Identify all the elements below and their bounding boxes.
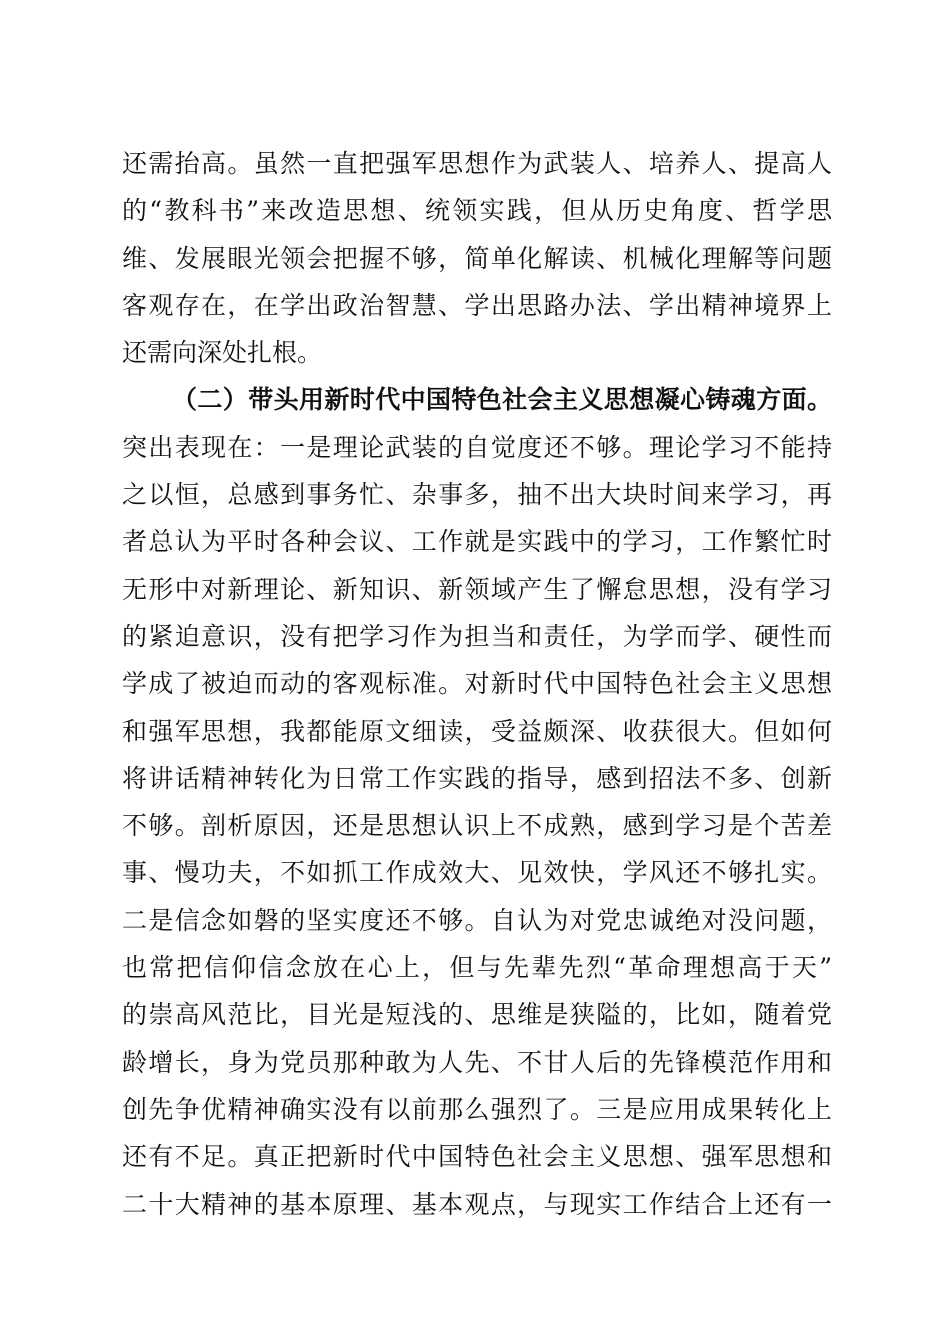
text-line-7: 突出表现在：一是理论武装的自觉度还不够。理论学习不能持 (122, 432, 832, 462)
text-line-9: 者总认为平时各种会议、工作就是实践中的学习，工作繁忙时 (122, 527, 832, 557)
text-line-18: 也常把信仰信念放在心上，但与先辈先烈“革命理想高于天” (122, 953, 832, 983)
text-line-20: 龄增长，身为党员那种敢为人先、不甘人后的先锋模范作用和 (122, 1047, 832, 1077)
text-line-10: 无形中对新理论、新知识、新领域产生了懈怠思想，没有学习 (122, 574, 832, 604)
text-line-15: 不够。剖析原因，还是思想认识上不成熟，感到学习是个苦差 (122, 811, 832, 841)
text-line-22: 还有不足。真正把新时代中国特色社会主义思想、强军思想和 (122, 1142, 832, 1172)
text-line-21: 创先争优精神确实没有以前那么强烈了。三是应用成果转化上 (122, 1094, 832, 1124)
text-line-17: 二是信念如磐的坚实度还不够。自认为对党忠诚绝对没问题， (122, 905, 832, 935)
text-line-4: 客观存在，在学出政治智慧、学出思路办法、学出精神境界上 (122, 290, 832, 320)
text-line-13: 和强军思想，我都能原文细读，受益颇深、收获很大。但如何 (122, 716, 832, 746)
text-line-19: 的崇高风范比，目光是短浅的、思维是狭隘的，比如，随着党 (122, 1000, 832, 1030)
text-line-1: 还需抬高。虽然一直把强军思想作为武装人、培养人、提高人 (122, 149, 832, 178)
section-heading: （二）带头用新时代中国特色社会主义思想凝心铸魂方面。 (172, 385, 832, 415)
text-line-5: 还需向深处扎根。 (122, 338, 323, 368)
text-line-23: 二十大精神的基本原理、基本观点，与现实工作结合上还有一 (122, 1189, 832, 1219)
text-line-16: 事、慢功夫，不如抓工作成效大、见效快，学风还不够扎实。 (122, 858, 832, 888)
text-line-2: 的“教科书”来改造思想、统领实践，但从历史角度、哲学思 (122, 196, 832, 226)
text-line-8: 之以恒，总感到事务忙、杂事多，抽不出大块时间来学习，再 (122, 480, 832, 510)
text-line-3: 维、发展眼光领会把握不够，简单化解读、机械化理解等问题 (122, 243, 832, 273)
text-line-12: 学成了被迫而动的客观标准。对新时代中国特色社会主义思想 (122, 669, 832, 699)
text-line-11: 的紧迫意识，没有把学习作为担当和责任，为学而学、硬性而 (122, 621, 832, 651)
body-text (122, 140, 832, 1228)
text-line-14: 将讲话精神转化为日常工作实践的指导，感到招法不多、创新 (122, 763, 832, 793)
